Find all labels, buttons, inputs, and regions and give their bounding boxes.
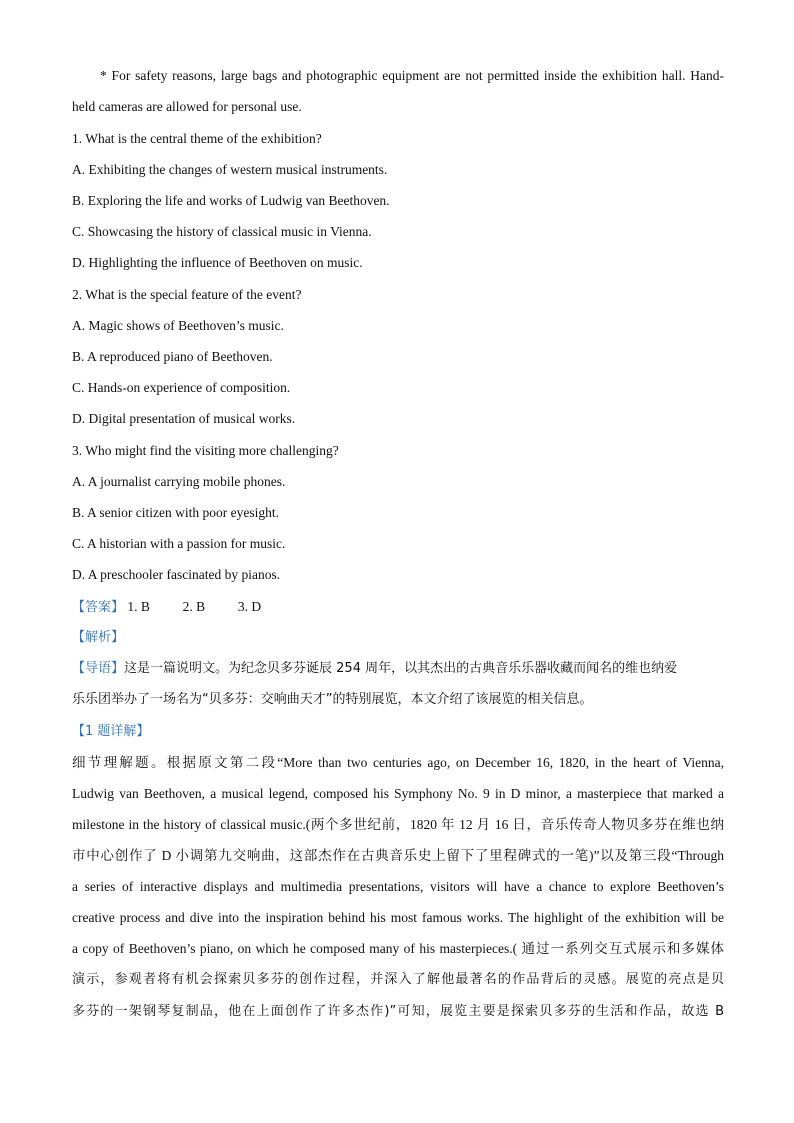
question-1-option-a: A. Exhibiting the changes of western musical instruments. (72, 162, 388, 177)
detail-1-line-4: 市中心创作了 D 小调第九交响曲，这部杰作在古典音乐史上留下了里程碑式的一笔)”以及第三段“Through (72, 848, 724, 863)
detail-1-label: 【1 题详解】 (72, 724, 150, 739)
detail-1-line-1: 细节理解题。根据原文第二段“More than two centuries ago, on December 16, 1820, in the heart of Vienna, (72, 755, 724, 770)
guide-label: 【导语】 (72, 661, 125, 676)
answer-item-1: 1. B (127, 599, 150, 614)
detail-1-line-2: Ludwig van Beethoven, a musical legend, composed his Symphony No. 9 in D minor, a masterpiece that marked a (72, 786, 724, 801)
safety-note-line-1: * For safety reasons, large bags and photographic equipment are not permitted inside the exhibition hall. Hand- (100, 68, 724, 83)
question-1-option-c: C. Showcasing the history of classical music in Vienna. (72, 224, 372, 239)
analysis-label: 【解析】 (72, 630, 125, 645)
question-2-option-a: A. Magic shows of Beethoven’s music. (72, 318, 284, 333)
question-3-option-c: C. A historian with a passion for music. (72, 536, 286, 551)
question-2-option-d: D. Digital presentation of musical works. (72, 411, 296, 426)
detail-1-line-9: 多芬的一架钢琴复制品，他在上面创作了许多杰作)”可知，展览主要是探索贝多芬的生活和作品，故选 B (72, 1004, 724, 1019)
question-1-stem: 1. What is the central theme of the exhibition? (72, 131, 322, 146)
answer-item-3: 3. D (237, 599, 262, 614)
question-3-stem: 3. Who might find the visiting more challenging? (72, 443, 339, 458)
question-2-option-c: C. Hands-on experience of composition. (72, 380, 291, 395)
answer-item-2: 2. B (182, 599, 206, 614)
guide-line-2: 乐乐团举办了一场名为“贝多芬：交响曲天才”的特别展览，本文介绍了该展览的相关信息。 (72, 692, 593, 707)
question-3-option-a: A. A journalist carrying mobile phones. (72, 474, 286, 489)
question-2-stem: 2. What is the special feature of the event? (72, 287, 302, 302)
answer-label: 【答案】 (72, 600, 125, 615)
detail-1-line-6: creative process and dive into the inspiration behind his most famous works. The highlight of the exhibition will be (72, 910, 724, 925)
question-3-option-b: B. A senior citizen with poor eyesight. (72, 505, 279, 520)
guide-line-1 (72, 661, 724, 677)
answer-line (72, 599, 724, 616)
question-3-option-d: D. A preschooler fascinated by pianos. (72, 567, 281, 582)
detail-1-line-8: 演示，参观者将有机会探索贝多芬的创作过程，并深入了解他最著名的作品背后的灵感。展览的亮点是贝 (72, 972, 724, 987)
question-1-option-b: B. Exploring the life and works of Ludwig van Beethoven. (72, 193, 390, 208)
detail-1-line-3: milestone in the history of classical music.(两个多世纪前，1820 年 12 月 16 日，音乐传奇人物贝多芬在维也纳 (72, 817, 724, 832)
question-1-option-d: D. Highlighting the influence of Beethoven on music. (72, 255, 363, 270)
safety-note-line-2: held cameras are allowed for personal use. (72, 99, 302, 114)
guide-text-1: 这是一篇说明文。为纪念贝多芬诞辰 254 周年，以其杰出的古典音乐乐器收藏而闻名的维也纳爱 (124, 661, 678, 676)
question-2-option-b: B. A reproduced piano of Beethoven. (72, 349, 273, 364)
detail-1-line-5: a series of interactive displays and multimedia presentations, visitors will have a chance to explore Beethoven’s (72, 879, 724, 894)
detail-1-line-7: a copy of Beethoven’s piano, on which he composed many of his masterpieces.( 通过一系列交互式展示和多媒体 (72, 941, 724, 956)
